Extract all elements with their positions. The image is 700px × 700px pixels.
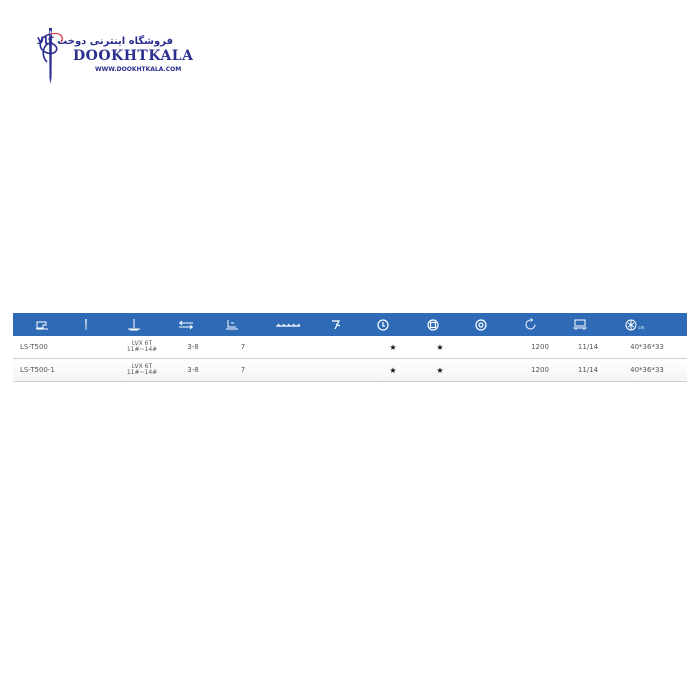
stitch-length-icon: [176, 313, 196, 336]
speed-cell: 1200: [531, 343, 549, 351]
needle-type: LVX 6T: [131, 363, 153, 370]
spec-table: [13, 313, 687, 382]
logo-persian-text: فروشگاه اینترنی دوخت کالا: [36, 36, 173, 47]
speed-cell: 1200: [531, 366, 549, 374]
table-row: [13, 336, 687, 359]
sewing-machine-icon: [31, 313, 53, 336]
presser-foot-lift-cell: 7: [240, 366, 246, 374]
table-icon: [569, 313, 591, 336]
unit-label: cm: [638, 324, 645, 330]
presser-foot-lift-cell: 7: [240, 343, 246, 351]
auto-lubrication-icon: [423, 313, 443, 336]
stitch-length-cell: 3-8: [187, 366, 199, 374]
package-size-icon: [620, 313, 650, 336]
needle-system-icon: [124, 313, 144, 336]
needle-thread-logo-icon: [35, 26, 67, 86]
needle-range: 11#~14#: [126, 369, 158, 376]
table-header-row: [13, 313, 687, 336]
feature-star: ★: [389, 342, 397, 352]
feature-star: ★: [436, 342, 444, 352]
feature-star: ★: [436, 365, 444, 375]
needle-system-cell: [125, 336, 159, 358]
bobbin-winder-icon: [373, 313, 393, 336]
oil-icon: [471, 313, 491, 336]
speed-icon: [520, 313, 540, 336]
feature-star: ★: [389, 365, 397, 375]
logo-url: WWW.DOOKHTKALA.COM: [95, 66, 182, 73]
model-cell: LS-T500: [20, 343, 48, 351]
needle-range: 11#~14#: [126, 346, 158, 353]
brand-logo[interactable]: [35, 26, 194, 88]
presser-foot-icon: [222, 313, 242, 336]
thread-trimmer-icon: [326, 313, 346, 336]
table-row: [13, 359, 687, 382]
model-cell: LS-T500-1: [20, 366, 55, 374]
stitch-length-cell: 3-8: [187, 343, 199, 351]
feed-dog-icon: [271, 313, 305, 336]
logo-brand-name: DOOKHTKALA: [73, 48, 194, 64]
package-size-cell: 40*36*33: [630, 343, 664, 351]
needle-type: LVX 6T: [131, 340, 153, 347]
needle-icon: [79, 313, 93, 336]
needle-size-cell: 11/14: [577, 366, 599, 374]
needle-system-cell: [125, 359, 159, 381]
needle-size-cell: 11/14: [577, 343, 599, 351]
package-size-cell: 40*36*33: [630, 366, 664, 374]
